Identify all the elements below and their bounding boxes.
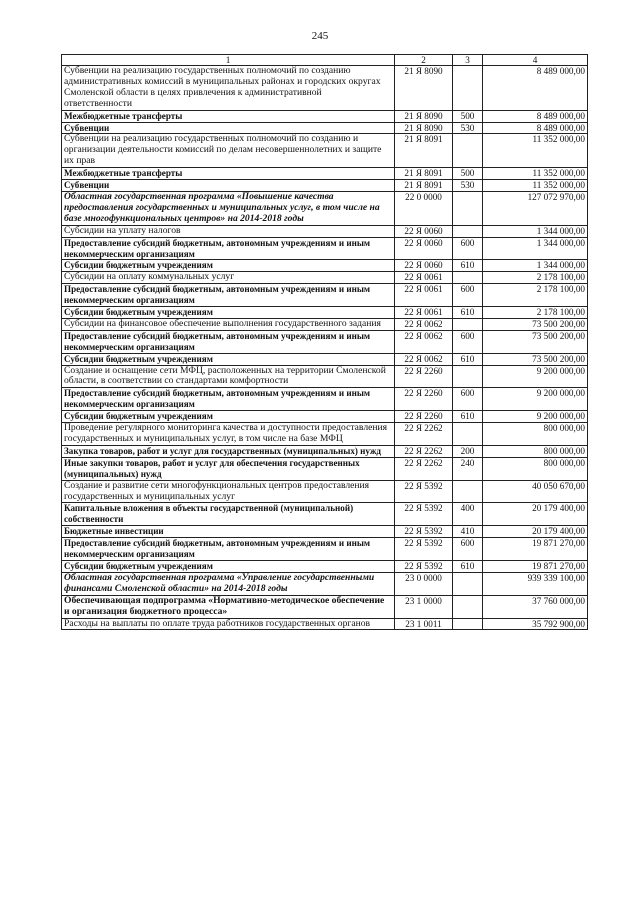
row-amount: 800 000,00 <box>483 423 588 446</box>
row-expense-type: 610 <box>453 353 483 365</box>
row-target-code: 22 0 0000 <box>395 191 453 225</box>
row-target-code: 22 Я 2260 <box>395 388 453 411</box>
row-amount: 73 500 200,00 <box>483 330 588 353</box>
row-target-code: 22 Я 0062 <box>395 330 453 353</box>
row-amount: 1 344 000,00 <box>483 260 588 272</box>
row-description: Капитальные вложения в объекты государственной (муниципальной) собственности <box>62 503 395 526</box>
table-row <box>62 480 588 503</box>
row-amount: 939 339 100,00 <box>483 572 588 595</box>
row-target-code: 21 Я 8091 <box>395 168 453 180</box>
row-target-code: 22 Я 2262 <box>395 457 453 480</box>
row-amount: 1 344 000,00 <box>483 225 588 237</box>
budget-table <box>61 54 588 630</box>
row-expense-type: 200 <box>453 445 483 457</box>
row-target-code: 23 1 0000 <box>395 595 453 618</box>
table-row <box>62 307 588 319</box>
row-amount: 127 072 970,00 <box>483 191 588 225</box>
row-description: Межбюджетные трансферты <box>62 168 395 180</box>
row-amount: 37 760 000,00 <box>483 595 588 618</box>
row-amount: 40 050 670,00 <box>483 480 588 503</box>
row-expense-type: 240 <box>453 457 483 480</box>
table-row <box>62 595 588 618</box>
row-amount: 800 000,00 <box>483 445 588 457</box>
table-row <box>62 572 588 595</box>
row-target-code: 22 Я 0061 <box>395 307 453 319</box>
row-description: Субвенции на реализацию государственных полномочий по созданию административных комиссий в муниципальных районах и городских округах Смоленской области в целях привлечения к административной ответственности <box>62 66 395 111</box>
row-description: Предоставление субсидий бюджетным, автономным учреждениям и иным некоммерческим организациям <box>62 388 395 411</box>
row-target-code: 21 Я 8090 <box>395 122 453 134</box>
row-expense-type <box>453 423 483 446</box>
row-amount: 11 352 000,00 <box>483 134 588 168</box>
column-header-3: 3 <box>453 55 483 66</box>
row-amount: 20 179 400,00 <box>483 503 588 526</box>
table-row <box>62 284 588 307</box>
row-amount: 73 500 200,00 <box>483 353 588 365</box>
row-target-code: 21 Я 8091 <box>395 134 453 168</box>
row-target-code: 22 Я 5392 <box>395 480 453 503</box>
row-description: Предоставление субсидий бюджетным, автономным учреждениям и иным некоммерческим организациям <box>62 330 395 353</box>
row-expense-type: 610 <box>453 560 483 572</box>
table-row <box>62 618 588 630</box>
row-amount: 11 352 000,00 <box>483 180 588 192</box>
row-amount: 2 178 100,00 <box>483 272 588 284</box>
table-row <box>62 110 588 122</box>
row-expense-type <box>453 365 483 388</box>
row-expense-type: 530 <box>453 122 483 134</box>
row-expense-type <box>453 225 483 237</box>
row-expense-type: 610 <box>453 307 483 319</box>
row-description: Иные закупки товаров, работ и услуг для обеспечения государственных (муниципальных) нужд <box>62 457 395 480</box>
table-row <box>62 180 588 192</box>
table-row <box>62 330 588 353</box>
row-description: Субсидии бюджетным учреждениям <box>62 560 395 572</box>
row-amount: 35 792 900,00 <box>483 618 588 630</box>
table-row <box>62 503 588 526</box>
row-target-code: 22 Я 0060 <box>395 237 453 260</box>
row-expense-type <box>453 480 483 503</box>
row-target-code: 22 Я 5392 <box>395 526 453 538</box>
table-row <box>62 260 588 272</box>
row-target-code: 22 Я 2262 <box>395 423 453 446</box>
row-amount: 8 489 000,00 <box>483 110 588 122</box>
row-description: Бюджетные инвестиции <box>62 526 395 538</box>
row-description: Межбюджетные трансферты <box>62 110 395 122</box>
row-target-code: 22 Я 0061 <box>395 272 453 284</box>
row-expense-type: 600 <box>453 284 483 307</box>
row-expense-type: 610 <box>453 260 483 272</box>
table-row <box>62 237 588 260</box>
row-target-code: 23 1 0011 <box>395 618 453 630</box>
row-expense-type: 530 <box>453 180 483 192</box>
table-row <box>62 411 588 423</box>
table-row <box>62 191 588 225</box>
row-description: Субвенции на реализацию государственных полномочий по созданию и организации деятельности комиссий по делам несовершеннолетних и защите их прав <box>62 134 395 168</box>
row-amount: 800 000,00 <box>483 457 588 480</box>
row-description: Закупка товаров, работ и услуг для государственных (муниципальных) нужд <box>62 445 395 457</box>
row-target-code: 21 Я 8091 <box>395 180 453 192</box>
row-expense-type: 500 <box>453 110 483 122</box>
row-description: Предоставление субсидий бюджетным, автономным учреждениям и иным некоммерческим организациям <box>62 284 395 307</box>
row-target-code: 22 Я 0061 <box>395 284 453 307</box>
column-header-2: 2 <box>395 55 453 66</box>
row-amount: 73 500 200,00 <box>483 318 588 330</box>
row-description: Субсидии на уплату налогов <box>62 225 395 237</box>
row-description: Предоставление субсидий бюджетным, автономным учреждениям и иным некоммерческим организациям <box>62 237 395 260</box>
table-row <box>62 318 588 330</box>
row-expense-type: 500 <box>453 168 483 180</box>
table-row <box>62 122 588 134</box>
table-row <box>62 560 588 572</box>
row-expense-type <box>453 191 483 225</box>
row-description: Субсидии на финансовое обеспечение выполнения государственного задания <box>62 318 395 330</box>
row-description: Субвенции <box>62 180 395 192</box>
row-amount: 19 871 270,00 <box>483 538 588 561</box>
row-expense-type: 600 <box>453 388 483 411</box>
row-target-code: 22 Я 0060 <box>395 260 453 272</box>
table-row <box>62 168 588 180</box>
row-description: Областная государственная программа «Повышение качества предоставления государственных и муниципальных услуг, в том числе на базе многофункциональных центров» на 2014-2018 годы <box>62 191 395 225</box>
row-expense-type: 600 <box>453 330 483 353</box>
row-description: Субсидии бюджетным учреждениям <box>62 353 395 365</box>
table-row <box>62 365 588 388</box>
row-target-code: 22 Я 2262 <box>395 445 453 457</box>
row-amount: 8 489 000,00 <box>483 122 588 134</box>
table-row <box>62 445 588 457</box>
row-amount: 2 178 100,00 <box>483 284 588 307</box>
table-row <box>62 66 588 111</box>
row-target-code: 22 Я 0062 <box>395 353 453 365</box>
row-target-code: 21 Я 8090 <box>395 110 453 122</box>
row-expense-type: 600 <box>453 237 483 260</box>
row-amount: 1 344 000,00 <box>483 237 588 260</box>
budget-table-body <box>62 55 588 630</box>
table-row <box>62 134 588 168</box>
row-target-code: 22 Я 0060 <box>395 225 453 237</box>
row-target-code: 21 Я 8090 <box>395 66 453 111</box>
row-target-code: 22 Я 2260 <box>395 411 453 423</box>
row-description: Обеспечивающая подпрограмма «Нормативно-методическое обеспечение и организация бюджетного процесса» <box>62 595 395 618</box>
row-expense-type <box>453 318 483 330</box>
row-amount: 20 179 400,00 <box>483 526 588 538</box>
column-number-row <box>62 55 588 66</box>
column-header-4: 4 <box>483 55 588 66</box>
row-amount: 9 200 000,00 <box>483 388 588 411</box>
row-expense-type: 400 <box>453 503 483 526</box>
row-expense-type <box>453 66 483 111</box>
column-header-1: 1 <box>62 55 395 66</box>
row-expense-type <box>453 618 483 630</box>
row-expense-type: 600 <box>453 538 483 561</box>
table-row <box>62 526 588 538</box>
row-amount: 19 871 270,00 <box>483 560 588 572</box>
table-row <box>62 538 588 561</box>
row-target-code: 22 Я 5392 <box>395 503 453 526</box>
row-expense-type: 610 <box>453 411 483 423</box>
row-amount: 2 178 100,00 <box>483 307 588 319</box>
table-row <box>62 272 588 284</box>
row-description: Субвенции <box>62 122 395 134</box>
row-description: Субсидии бюджетным учреждениям <box>62 411 395 423</box>
row-description: Создание и оснащение сети МФЦ, расположенных на территории Смоленской области, в соответствии со стандартами комфортности <box>62 365 395 388</box>
row-expense-type <box>453 595 483 618</box>
row-amount: 9 200 000,00 <box>483 411 588 423</box>
row-description: Субсидии бюджетным учреждениям <box>62 260 395 272</box>
row-description: Расходы на выплаты по оплате труда работников государственных органов <box>62 618 395 630</box>
row-description: Субсидии бюджетным учреждениям <box>62 307 395 319</box>
row-target-code: 22 Я 0062 <box>395 318 453 330</box>
row-amount: 8 489 000,00 <box>483 66 588 111</box>
row-target-code: 22 Я 5392 <box>395 560 453 572</box>
row-description: Предоставление субсидий бюджетным, автономным учреждениям и иным некоммерческим организациям <box>62 538 395 561</box>
row-expense-type: 410 <box>453 526 483 538</box>
row-expense-type <box>453 572 483 595</box>
row-target-code: 22 Я 5392 <box>395 538 453 561</box>
table-row <box>62 225 588 237</box>
row-amount: 9 200 000,00 <box>483 365 588 388</box>
row-expense-type <box>453 272 483 284</box>
table-row <box>62 353 588 365</box>
row-description: Создание и развитие сети многофункциональных центров предоставления государственных и муниципальных услуг <box>62 480 395 503</box>
table-row <box>62 457 588 480</box>
row-description: Областная государственная программа «Управление государственными финансами Смоленской области» на 2014-2018 годы <box>62 572 395 595</box>
row-description: Проведение регулярного мониторинга качества и доступности предоставления государственных и муниципальных услуг, в том числе на базе МФЦ <box>62 423 395 446</box>
row-target-code: 22 Я 2260 <box>395 365 453 388</box>
table-row <box>62 423 588 446</box>
row-amount: 11 352 000,00 <box>483 168 588 180</box>
page-number: 245 <box>311 30 329 42</box>
row-description: Субсидии на оплату коммунальных услуг <box>62 272 395 284</box>
row-expense-type <box>453 134 483 168</box>
table-row <box>62 388 588 411</box>
row-target-code: 23 0 0000 <box>395 572 453 595</box>
